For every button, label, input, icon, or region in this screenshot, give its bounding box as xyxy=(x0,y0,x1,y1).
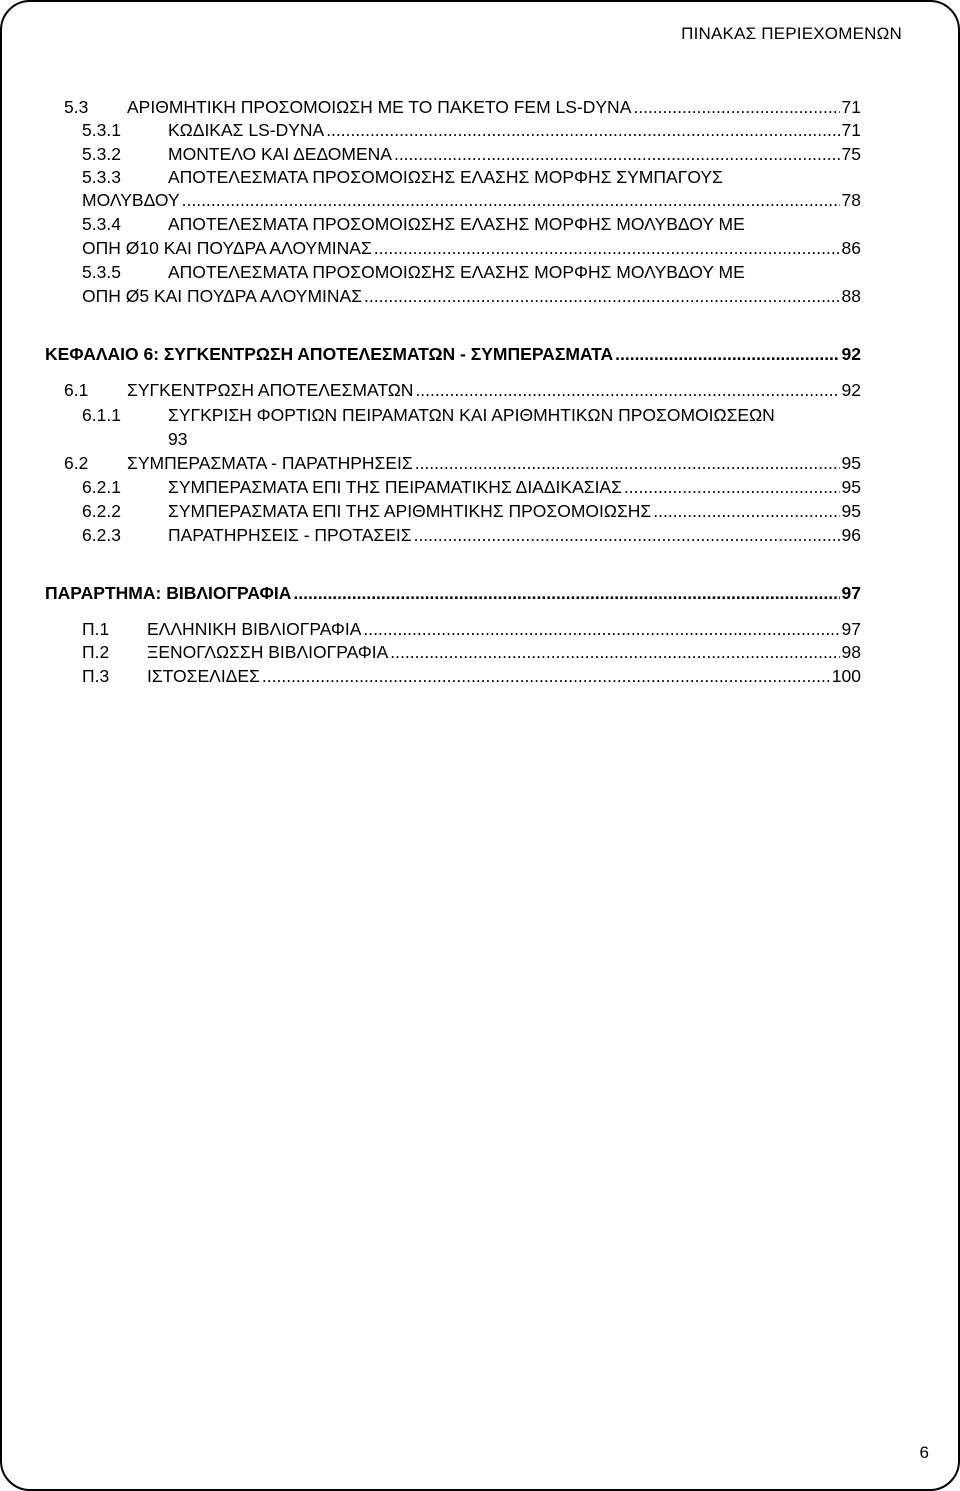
toc-entry-title-line2: ΟΠΗ Ø10 ΚΑΙ ΠΟΥΔΡΑ ΑΛΟΥΜΙΝΑΣ xyxy=(82,238,372,258)
toc-entry-title: ΠΑΡΑΤΗΡΗΣΕΙΣ - ΠΡΟΤΑΣΕΙΣ xyxy=(168,525,412,545)
toc-leader-dots xyxy=(653,500,839,522)
toc-entry-title-line1: ΑΠΟΤΕΛΕΣΜΑΤΑ ΠΡΟΣΟΜΟΙΩΣΗΣ ΕΛΑΣΗΣ ΜΟΡΦΗΣ ΜΟΛΥΒΔΟΥ ΜΕ xyxy=(168,262,745,282)
toc-entry-number: 6.1 xyxy=(64,380,89,400)
toc-leader-dots xyxy=(363,618,839,640)
toc-entry-page: 97 xyxy=(841,583,861,603)
toc-entry-number: 6.2.1 xyxy=(82,477,121,497)
toc-entry-page: 95 xyxy=(841,477,861,497)
page-header-title: ΠΙΝΑΚΑΣ ΠΕΡΙΕΧΟΜΕΝΩΝ xyxy=(681,24,902,43)
toc-entry-p-1-line[interactable] xyxy=(147,618,861,640)
toc-entry-page: 71 xyxy=(841,97,861,117)
toc-leader-dots xyxy=(182,189,840,211)
toc-entry-page: 100 xyxy=(831,666,861,686)
toc-entry-5-3-2-line[interactable] xyxy=(168,143,861,165)
toc-chapter-title: ΠΑΡΑΡΤΗΜΑ: ΒΙΒΛΙΟΓΡΑΦΙΑ xyxy=(45,583,292,603)
toc-entry-6-1-line[interactable] xyxy=(127,379,861,401)
toc-entry-5-3-4-line[interactable] xyxy=(82,237,861,259)
toc-leader-dots xyxy=(415,452,840,474)
toc-entry-number: 6.2.3 xyxy=(82,525,121,545)
toc-entry-page: 86 xyxy=(841,238,861,258)
toc-leader-dots xyxy=(615,343,839,365)
toc-entry-number: 6.2.2 xyxy=(82,501,121,521)
toc-entry-page: 78 xyxy=(841,190,861,210)
toc-chapter-title: ΚΕΦΑΛΑΙΟ 6: ΣΥΓΚΕΝΤΡΩΣΗ ΑΠΟΤΕΛΕΣΜΑΤΩΝ - ΣΥΜΠΕΡΑΣΜΑΤΑ xyxy=(45,344,614,364)
toc-entry-number: 5.3 xyxy=(64,97,89,117)
toc-chapter-6[interactable] xyxy=(45,343,861,365)
toc-entry-p-3-line[interactable] xyxy=(147,665,861,687)
toc-entry-5-3-1-line[interactable] xyxy=(168,119,861,141)
toc-leader-dots xyxy=(624,476,840,498)
toc-entry-title-line1: ΑΠΟΤΕΛΕΣΜΑΤΑ ΠΡΟΣΟΜΟΙΩΣΗΣ ΕΛΑΣΗΣ ΜΟΡΦΗΣ ΜΟΛΥΒΔΟΥ ΜΕ xyxy=(168,214,745,234)
toc-entry-p-2-line[interactable] xyxy=(147,641,861,663)
toc-entry-title: ΣΥΜΠΕΡΑΣΜΑΤΑ - ΠΑΡΑΤΗΡΗΣΕΙΣ xyxy=(127,453,413,473)
toc-entry-number: Π.3 xyxy=(82,666,110,686)
toc-entry-6-2-3-line[interactable] xyxy=(168,524,861,546)
toc-entry-title: ΣΥΜΠΕΡΑΣΜΑΤΑ ΕΠΙ ΤΗΣ ΠΕΙΡΑΜΑΤΙΚΗΣ ΔΙΑΔΙΚΑΣΙΑΣ xyxy=(168,477,622,497)
toc-entry-title: ΜΟΝΤΕΛΟ ΚΑΙ ΔΕΔΟΜΕΝΑ xyxy=(168,144,392,164)
toc-leader-dots xyxy=(414,524,840,546)
toc-entry-5-3-5-line[interactable] xyxy=(82,285,861,307)
toc-entry-page: 98 xyxy=(841,642,861,662)
toc-entry-number: 5.3.5 xyxy=(82,262,121,282)
toc-leader-dots xyxy=(326,119,839,141)
toc-entry-number: 5.3.3 xyxy=(82,167,121,187)
toc-entry-title: ΣΥΜΠΕΡΑΣΜΑΤΑ ΕΠΙ ΤΗΣ ΑΡΙΘΜΗΤΙΚΗΣ ΠΡΟΣΟΜΟΙΩΣΗΣ xyxy=(168,501,652,521)
toc-leader-dots xyxy=(390,641,839,663)
toc-entry-title: ΙΣΤΟΣΕΛΙΔΕΣ xyxy=(147,666,260,686)
toc-entry-page: 93 xyxy=(168,429,188,449)
toc-leader-dots xyxy=(364,285,839,307)
toc-leader-dots xyxy=(633,96,839,118)
toc-entry-page: 75 xyxy=(841,144,861,164)
toc-entry-title: ΣΥΓΚΡΙΣΗ ΦΟΡΤΙΩΝ ΠΕΙΡΑΜΑΤΩΝ ΚΑΙ ΑΡΙΘΜΗΤΙΚΩΝ ΠΡΟΣΟΜΟΙΩΣΕΩΝ xyxy=(168,405,775,425)
toc-entry-title-line1: ΑΠΟΤΕΛΕΣΜΑΤΑ ΠΡΟΣΟΜΟΙΩΣΗΣ ΕΛΑΣΗΣ ΜΟΡΦΗΣ ΣΥΜΠΑΓΟΥΣ xyxy=(168,167,723,187)
toc-entry-page: 95 xyxy=(841,501,861,521)
toc-entry-6-2-line[interactable] xyxy=(127,452,861,474)
toc-entry-page: 95 xyxy=(841,453,861,473)
toc-entry-title: ΞΕΝΟΓΛΩΣΣΗ ΒΙΒΛΙΟΓΡΑΦΙΑ xyxy=(147,642,389,662)
toc-entry-5-3-3-line[interactable] xyxy=(82,189,861,211)
toc-entry-title-line2: ΟΠΗ Ø5 ΚΑΙ ΠΟΥΔΡΑ ΑΛΟΥΜΙΝΑΣ xyxy=(82,286,363,306)
toc-leader-dots xyxy=(374,237,840,259)
toc-entry-number: Π.2 xyxy=(82,642,110,662)
toc-leader-dots xyxy=(394,143,840,165)
toc-entry-title-line2: ΜΟΛΥΒΔΟΥ xyxy=(82,190,180,210)
toc-entry-number: Π.1 xyxy=(82,619,110,639)
toc-entry-page: 92 xyxy=(841,380,861,400)
toc-entry-page: 96 xyxy=(841,525,861,545)
toc-entry-page: 97 xyxy=(841,619,861,639)
toc-leader-dots xyxy=(415,379,839,401)
toc-entry-title: ΣΥΓΚΕΝΤΡΩΣΗ ΑΠΟΤΕΛΕΣΜΑΤΩΝ xyxy=(127,380,414,400)
toc-entry-title: ΑΡΙΘΜΗΤΙΚΗ ΠΡΟΣΟΜΟΙΩΣΗ ΜΕ ΤΟ ΠΑΚΕΤΟ FEM LS-DYNA xyxy=(127,97,632,117)
toc-entry-number: 5.3.4 xyxy=(82,214,121,234)
toc-entry-title: ΕΛΛΗΝΙΚΗ ΒΙΒΛΙΟΓΡΑΦΙΑ xyxy=(147,619,362,639)
toc-leader-dots xyxy=(293,582,839,604)
toc-entry-6-2-2-line[interactable] xyxy=(168,500,861,522)
toc-leader-dots xyxy=(262,665,830,687)
toc-entry-5-3-line[interactable] xyxy=(127,96,861,118)
toc-entry-6-2-1-line[interactable] xyxy=(168,476,861,498)
toc-entry-number: 6.1.1 xyxy=(82,405,121,425)
toc-entry-number: 5.3.2 xyxy=(82,144,121,164)
toc-entry-number: 6.2 xyxy=(64,453,89,473)
toc-entry-page: 88 xyxy=(841,286,861,306)
page-number: 6 xyxy=(919,1443,929,1462)
toc-entry-title: ΚΩΔΙΚΑΣ LS-DYNA xyxy=(168,120,325,140)
toc-entry-page: 92 xyxy=(841,344,861,364)
toc-appendix[interactable] xyxy=(45,582,861,604)
toc-entry-number: 5.3.1 xyxy=(82,120,121,140)
toc-entry-page: 71 xyxy=(841,120,861,140)
